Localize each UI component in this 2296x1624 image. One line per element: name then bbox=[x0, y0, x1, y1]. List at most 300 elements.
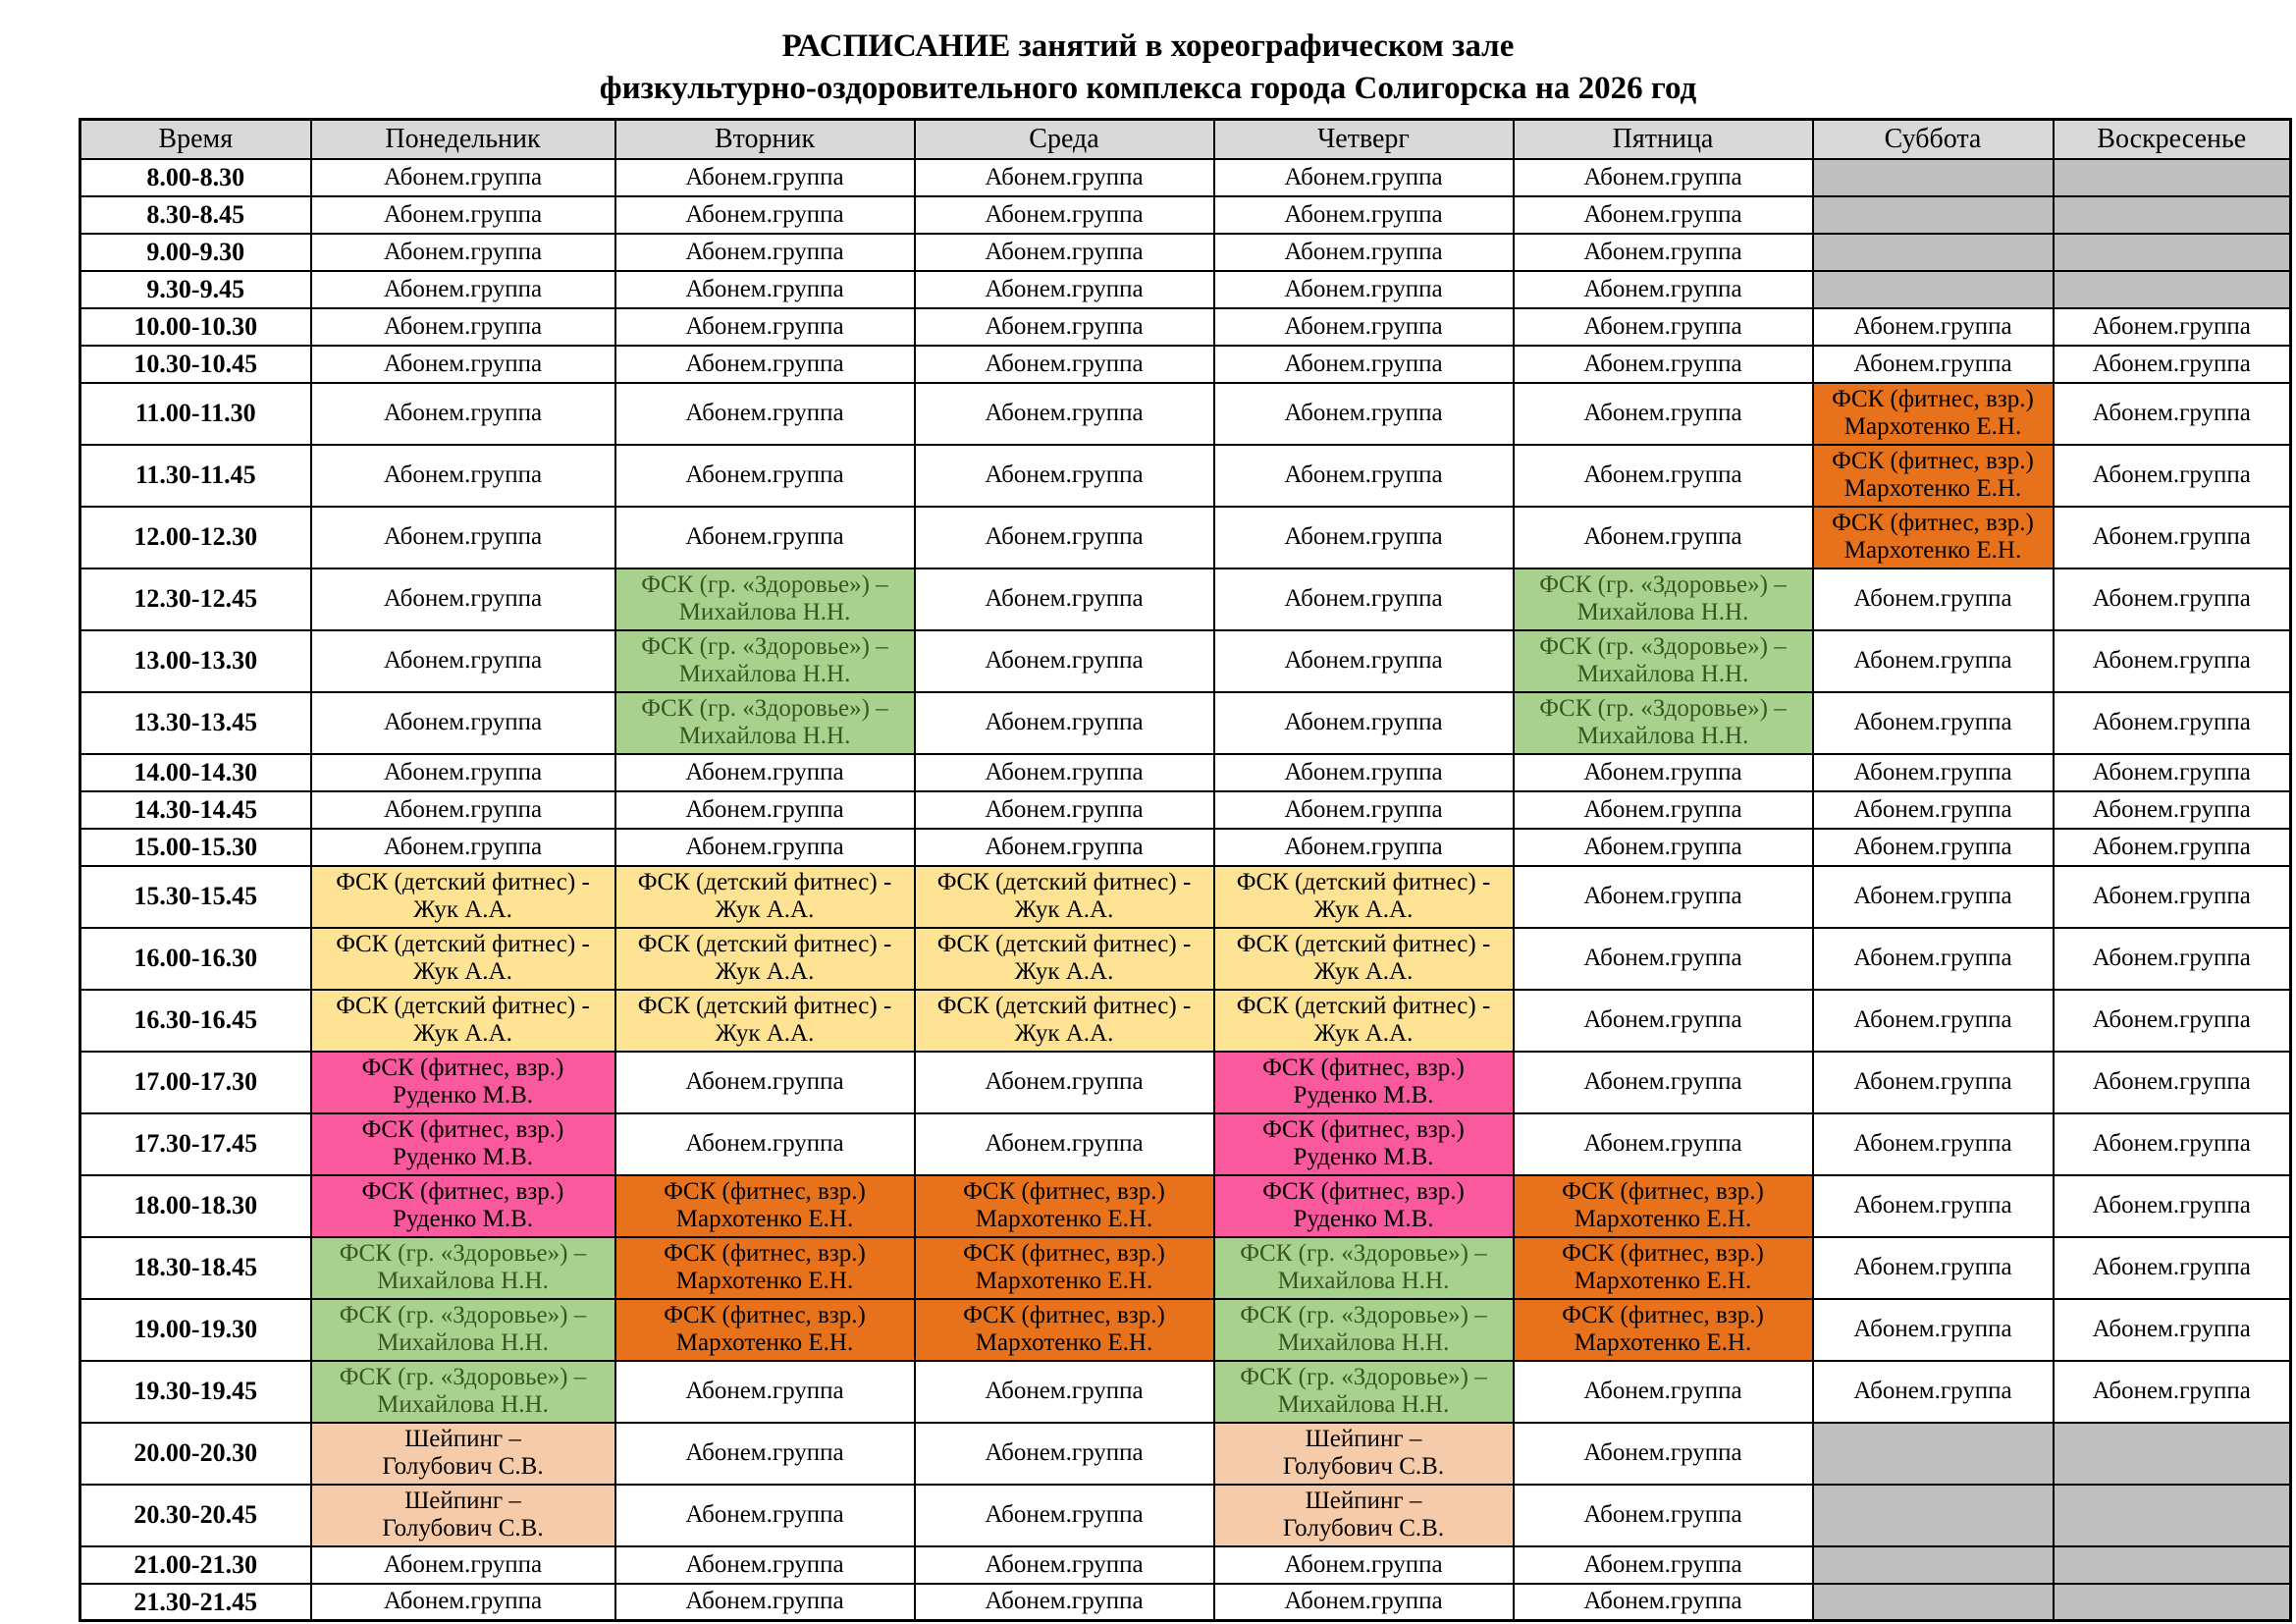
cell-abonem-group bbox=[915, 630, 1214, 692]
cell-abonem-group bbox=[1813, 692, 2054, 754]
time-slot: 16.30-16.45 bbox=[80, 990, 311, 1052]
cell-empty bbox=[1813, 1485, 2054, 1546]
activity-line: Абонем.группа bbox=[985, 833, 1144, 860]
activity-line: Абонем.группа bbox=[985, 1378, 1144, 1405]
cell-abonem-group bbox=[311, 196, 615, 234]
cell-fsk-zdorovie-mikhailova bbox=[311, 1361, 615, 1423]
activity-line: ФСК (детский фитнес) - bbox=[1236, 930, 1491, 957]
time-slot: 13.00-13.30 bbox=[80, 630, 311, 692]
cell-fsk-detsky-fitness-zhuk bbox=[915, 866, 1214, 928]
activity-line: ФСК (фитнес, взр.) bbox=[963, 1239, 1165, 1267]
cell-abonem-group bbox=[1214, 308, 1514, 346]
activity-line: Михайлова Н.Н. bbox=[1277, 1391, 1450, 1419]
schedule-row bbox=[80, 308, 2291, 346]
cell-fsk-detsky-fitness-zhuk bbox=[311, 928, 615, 990]
cell-abonem-group bbox=[2054, 754, 2291, 791]
activity-line: ФСК (гр. «Здоровье») – bbox=[1539, 632, 1787, 660]
cell-abonem-group bbox=[1514, 196, 1813, 234]
cell-abonem-group bbox=[311, 159, 615, 196]
cell-abonem-group bbox=[615, 1361, 915, 1423]
cell-abonem-group bbox=[311, 829, 615, 866]
cell-abonem-group bbox=[615, 1546, 915, 1584]
cell-fsk-fitness-marhotenko bbox=[1514, 1299, 1813, 1361]
activity-line: Абонем.группа bbox=[1583, 795, 1742, 823]
cell-abonem-group bbox=[1514, 1485, 1813, 1546]
activity-line: Абонем.группа bbox=[685, 200, 844, 228]
cell-fsk-detsky-fitness-zhuk bbox=[615, 928, 915, 990]
activity-line: Абонем.группа bbox=[985, 795, 1144, 823]
cell-abonem-group bbox=[2054, 1299, 2291, 1361]
activity-line: ФСК (фитнес, взр.) bbox=[1262, 1054, 1465, 1081]
activity-line: Абонем.группа bbox=[2092, 1006, 2251, 1034]
activity-line: Абонем.группа bbox=[1853, 1254, 2012, 1281]
cell-abonem-group bbox=[615, 308, 915, 346]
time-slot: 14.30-14.45 bbox=[80, 791, 311, 829]
cell-abonem-group bbox=[311, 692, 615, 754]
schedule-row bbox=[80, 692, 2291, 754]
activity-line: ФСК (фитнес, взр.) bbox=[1562, 1177, 1764, 1205]
activity-line: ФСК (гр. «Здоровье») – bbox=[339, 1301, 587, 1328]
cell-abonem-group bbox=[1514, 990, 1813, 1052]
cell-abonem-group bbox=[2054, 1237, 2291, 1299]
activity-line: Абонем.группа bbox=[1284, 758, 1443, 785]
activity-line: Абонем.группа bbox=[685, 350, 844, 377]
schedule-row bbox=[80, 1361, 2291, 1423]
header-row bbox=[80, 119, 2291, 159]
cell-abonem-group bbox=[2054, 866, 2291, 928]
activity-line: Абонем.группа bbox=[685, 1588, 844, 1615]
activity-line: Абонем.группа bbox=[1583, 1501, 1742, 1529]
time-slot: 17.00-17.30 bbox=[80, 1052, 311, 1113]
activity-line: Абонем.группа bbox=[2092, 758, 2251, 785]
cell-abonem-group bbox=[915, 1423, 1214, 1485]
schedule-header bbox=[80, 119, 2291, 159]
activity-line: Абонем.группа bbox=[2092, 1068, 2251, 1096]
time-slot: 14.00-14.30 bbox=[80, 754, 311, 791]
cell-shaping-golubovich bbox=[311, 1485, 615, 1546]
activity-line: Руденко М.В. bbox=[392, 1082, 534, 1110]
activity-line: Абонем.группа bbox=[2092, 647, 2251, 675]
activity-line: Абонем.группа bbox=[1853, 883, 2012, 910]
activity-line: Абонем.группа bbox=[1583, 1006, 1742, 1034]
activity-line: Абонем.группа bbox=[1583, 350, 1742, 377]
activity-line: Жук А.А. bbox=[715, 896, 815, 924]
cell-abonem-group bbox=[915, 829, 1214, 866]
cell-abonem-group bbox=[1813, 1113, 2054, 1175]
activity-line: Абонем.группа bbox=[1583, 1439, 1742, 1467]
activity-line: ФСК (детский фитнес) - bbox=[336, 930, 590, 957]
activity-line: Мархотенко Е.Н. bbox=[975, 1206, 1153, 1233]
cell-abonem-group bbox=[615, 346, 915, 383]
time-slot: 8.00-8.30 bbox=[80, 159, 311, 196]
activity-line: Михайлова Н.Н. bbox=[1576, 599, 1749, 626]
activity-line: Абонем.группа bbox=[985, 523, 1144, 551]
activity-line: ФСК (фитнес, взр.) bbox=[664, 1301, 866, 1328]
activity-line: Мархотенко Е.Н. bbox=[1843, 413, 2022, 441]
activity-line: Мархотенко Е.Н. bbox=[975, 1329, 1153, 1357]
cell-fsk-fitness-marhotenko bbox=[1514, 1237, 1813, 1299]
activity-line: Абонем.группа bbox=[1284, 200, 1443, 228]
column-header-tuesday: Вторник bbox=[615, 119, 915, 159]
cell-fsk-fitness-marhotenko bbox=[915, 1299, 1214, 1361]
cell-abonem-group bbox=[2054, 928, 2291, 990]
cell-abonem-group bbox=[615, 1052, 915, 1113]
cell-abonem-group bbox=[915, 346, 1214, 383]
activity-line: Абонем.группа bbox=[985, 400, 1144, 427]
cell-abonem-group bbox=[1214, 791, 1514, 829]
activity-line: Михайлова Н.Н. bbox=[678, 661, 851, 688]
cell-abonem-group bbox=[1514, 1113, 1813, 1175]
cell-abonem-group bbox=[915, 1485, 1214, 1546]
activity-line: Михайлова Н.Н. bbox=[1576, 661, 1749, 688]
time-slot: 8.30-8.45 bbox=[80, 196, 311, 234]
cell-empty bbox=[2054, 196, 2291, 234]
cell-abonem-group bbox=[1214, 383, 1514, 445]
activity-line: ФСК (фитнес, взр.) bbox=[664, 1177, 866, 1205]
activity-line: Абонем.группа bbox=[2092, 400, 2251, 427]
activity-line: Руденко М.В. bbox=[1293, 1082, 1434, 1110]
cell-abonem-group bbox=[1514, 791, 1813, 829]
cell-abonem-group bbox=[915, 568, 1214, 630]
activity-line: Абонем.группа bbox=[2092, 312, 2251, 340]
activity-line: Жук А.А. bbox=[1014, 896, 1114, 924]
activity-line: Абонем.группа bbox=[1853, 647, 2012, 675]
cell-abonem-group bbox=[1214, 445, 1514, 507]
cell-fsk-detsky-fitness-zhuk bbox=[311, 990, 615, 1052]
activity-line: Абонем.группа bbox=[1853, 1378, 2012, 1405]
activity-line: Жук А.А. bbox=[1313, 896, 1414, 924]
activity-line: Мархотенко Е.Н. bbox=[1843, 475, 2022, 503]
cell-abonem-group bbox=[1514, 866, 1813, 928]
cell-shaping-golubovich bbox=[1214, 1485, 1514, 1546]
cell-abonem-group bbox=[2054, 1052, 2291, 1113]
cell-fsk-detsky-fitness-zhuk bbox=[615, 866, 915, 928]
activity-line: ФСК (детский фитнес) - bbox=[1236, 992, 1491, 1019]
cell-abonem-group bbox=[1514, 159, 1813, 196]
activity-line: Абонем.группа bbox=[383, 400, 543, 427]
activity-line: Абонем.группа bbox=[985, 350, 1144, 377]
activity-line: Голубович С.В. bbox=[1282, 1515, 1445, 1543]
activity-line: Абонем.группа bbox=[383, 350, 543, 377]
cell-abonem-group bbox=[2054, 829, 2291, 866]
cell-abonem-group bbox=[1813, 1361, 2054, 1423]
cell-empty bbox=[1813, 234, 2054, 271]
activity-line: ФСК (гр. «Здоровье») – bbox=[641, 570, 888, 598]
cell-abonem-group bbox=[2054, 791, 2291, 829]
activity-line: ФСК (детский фитнес) - bbox=[637, 868, 892, 895]
activity-line: ФСК (фитнес, взр.) bbox=[664, 1239, 866, 1267]
cell-fsk-fitness-marhotenko bbox=[615, 1175, 915, 1237]
activity-line: Абонем.группа bbox=[2092, 1378, 2251, 1405]
time-slot: 21.00-21.30 bbox=[80, 1546, 311, 1584]
activity-line: Абонем.группа bbox=[2092, 1254, 2251, 1281]
cell-fsk-zdorovie-mikhailova bbox=[615, 568, 915, 630]
activity-line: ФСК (фитнес, взр.) bbox=[1562, 1301, 1764, 1328]
time-slot: 16.00-16.30 bbox=[80, 928, 311, 990]
activity-line: Абонем.группа bbox=[985, 1068, 1144, 1096]
cell-abonem-group bbox=[615, 1584, 915, 1621]
activity-line: Абонем.группа bbox=[383, 1550, 543, 1578]
cell-abonem-group bbox=[915, 791, 1214, 829]
cell-empty bbox=[2054, 234, 2291, 271]
cell-abonem-group bbox=[2054, 1361, 2291, 1423]
activity-line: Абонем.группа bbox=[383, 523, 543, 551]
activity-line: Абонем.группа bbox=[685, 461, 844, 489]
cell-fsk-fitness-rudenko bbox=[311, 1113, 615, 1175]
activity-line: ФСК (фитнес, взр.) bbox=[361, 1177, 564, 1205]
cell-empty bbox=[2054, 1485, 2291, 1546]
activity-line: Шейпинг – bbox=[404, 1425, 521, 1452]
activity-line: Голубович С.В. bbox=[1282, 1453, 1445, 1481]
activity-line: Абонем.группа bbox=[985, 1588, 1144, 1615]
time-slot: 19.00-19.30 bbox=[80, 1299, 311, 1361]
cell-abonem-group bbox=[311, 1546, 615, 1584]
cell-abonem-group bbox=[311, 754, 615, 791]
cell-empty bbox=[1813, 271, 2054, 308]
cell-abonem-group bbox=[1514, 1423, 1813, 1485]
cell-abonem-group bbox=[1514, 346, 1813, 383]
schedule-row bbox=[80, 1584, 2291, 1621]
cell-abonem-group bbox=[1813, 1237, 2054, 1299]
activity-line: Абонем.группа bbox=[685, 795, 844, 823]
cell-abonem-group bbox=[615, 383, 915, 445]
time-slot: 12.00-12.30 bbox=[80, 507, 311, 568]
activity-line: ФСК (фитнес, взр.) bbox=[963, 1301, 1165, 1328]
cell-fsk-fitness-marhotenko bbox=[915, 1175, 1214, 1237]
schedule-row bbox=[80, 346, 2291, 383]
cell-abonem-group bbox=[915, 445, 1214, 507]
activity-line: Абонем.группа bbox=[685, 163, 844, 190]
schedule-row bbox=[80, 1175, 2291, 1237]
cell-abonem-group bbox=[1514, 507, 1813, 568]
cell-abonem-group bbox=[311, 568, 615, 630]
cell-abonem-group bbox=[1214, 159, 1514, 196]
cell-abonem-group bbox=[915, 159, 1214, 196]
time-slot: 9.30-9.45 bbox=[80, 271, 311, 308]
activity-line: Руденко М.В. bbox=[1293, 1144, 1434, 1171]
time-slot: 17.30-17.45 bbox=[80, 1113, 311, 1175]
activity-line: Жук А.А. bbox=[715, 958, 815, 986]
activity-line: Абонем.группа bbox=[1583, 163, 1742, 190]
cell-fsk-detsky-fitness-zhuk bbox=[311, 866, 615, 928]
activity-line: Абонем.группа bbox=[1583, 758, 1742, 785]
activity-line: Мархотенко Е.Н. bbox=[675, 1268, 854, 1295]
activity-line: Абонем.группа bbox=[1583, 833, 1742, 860]
activity-line: Абонем.группа bbox=[985, 1130, 1144, 1158]
cell-empty bbox=[1813, 1423, 2054, 1485]
cell-fsk-zdorovie-mikhailova bbox=[1514, 630, 1813, 692]
cell-abonem-group bbox=[615, 791, 915, 829]
cell-abonem-group bbox=[311, 507, 615, 568]
activity-line: Абонем.группа bbox=[985, 163, 1144, 190]
column-header-friday: Пятница bbox=[1514, 119, 1813, 159]
activity-line: ФСК (фитнес, взр.) bbox=[1562, 1239, 1764, 1267]
activity-line: Мархотенко Е.Н. bbox=[1574, 1206, 1752, 1233]
activity-line: ФСК (фитнес, взр.) bbox=[1832, 509, 2034, 536]
activity-line: Абонем.группа bbox=[1583, 238, 1742, 265]
activity-line: Абонем.группа bbox=[1853, 312, 2012, 340]
cell-abonem-group bbox=[615, 829, 915, 866]
activity-line: Абонем.группа bbox=[685, 1068, 844, 1096]
cell-abonem-group bbox=[1514, 1052, 1813, 1113]
activity-line: ФСК (фитнес, взр.) bbox=[1832, 385, 2034, 412]
schedule-row bbox=[80, 234, 2291, 271]
activity-line: ФСК (детский фитнес) - bbox=[936, 868, 1192, 895]
activity-line: Абонем.группа bbox=[1284, 709, 1443, 736]
activity-line: Михайлова Н.Н. bbox=[1277, 1268, 1450, 1295]
cell-abonem-group bbox=[2054, 1175, 2291, 1237]
cell-abonem-group bbox=[915, 1546, 1214, 1584]
activity-line: Жук А.А. bbox=[1313, 1020, 1414, 1048]
activity-line: Абонем.группа bbox=[1284, 585, 1443, 613]
activity-line: Абонем.группа bbox=[1284, 163, 1443, 190]
schedule-row bbox=[80, 791, 2291, 829]
activity-line: Михайлова Н.Н. bbox=[678, 599, 851, 626]
cell-abonem-group bbox=[311, 234, 615, 271]
activity-line: Абонем.группа bbox=[1284, 238, 1443, 265]
cell-abonem-group bbox=[915, 754, 1214, 791]
cell-abonem-group bbox=[1514, 928, 1813, 990]
cell-empty bbox=[1813, 196, 2054, 234]
schedule-row bbox=[80, 271, 2291, 308]
schedule-row bbox=[80, 990, 2291, 1052]
cell-abonem-group bbox=[1813, 990, 2054, 1052]
cell-empty bbox=[1813, 1546, 2054, 1584]
activity-line: Абонем.группа bbox=[1853, 758, 2012, 785]
cell-abonem-group bbox=[1214, 1584, 1514, 1621]
activity-line: Михайлова Н.Н. bbox=[377, 1329, 549, 1357]
cell-empty bbox=[2054, 1546, 2291, 1584]
title-line-1: РАСПИСАНИЕ занятий в хореографическом зале bbox=[781, 28, 1515, 64]
schedule-row bbox=[80, 383, 2291, 445]
cell-fsk-detsky-fitness-zhuk bbox=[915, 928, 1214, 990]
cell-abonem-group bbox=[915, 196, 1214, 234]
cell-abonem-group bbox=[311, 445, 615, 507]
cell-abonem-group bbox=[1514, 271, 1813, 308]
time-slot: 11.00-11.30 bbox=[80, 383, 311, 445]
schedule-row bbox=[80, 754, 2291, 791]
activity-line: Абонем.группа bbox=[985, 1439, 1144, 1467]
activity-line: Абонем.группа bbox=[383, 312, 543, 340]
cell-fsk-fitness-rudenko bbox=[1214, 1113, 1514, 1175]
activity-line: Михайлова Н.Н. bbox=[678, 723, 851, 750]
activity-line: Абонем.группа bbox=[1853, 1130, 2012, 1158]
cell-abonem-group bbox=[1514, 829, 1813, 866]
activity-line: Абонем.группа bbox=[685, 758, 844, 785]
time-slot: 20.00-20.30 bbox=[80, 1423, 311, 1485]
activity-line: Абонем.группа bbox=[1284, 350, 1443, 377]
cell-abonem-group bbox=[1813, 928, 2054, 990]
activity-line: ФСК (гр. «Здоровье») – bbox=[1240, 1239, 1487, 1267]
activity-line: Абонем.группа bbox=[383, 795, 543, 823]
cell-abonem-group bbox=[1813, 829, 2054, 866]
activity-line: Абонем.группа bbox=[2092, 1192, 2251, 1219]
activity-line: Абонем.группа bbox=[1284, 275, 1443, 302]
activity-line: Абонем.группа bbox=[2092, 461, 2251, 489]
activity-line: ФСК (фитнес, взр.) bbox=[1262, 1177, 1465, 1205]
cell-abonem-group bbox=[615, 445, 915, 507]
cell-abonem-group bbox=[311, 308, 615, 346]
activity-line: Абонем.группа bbox=[685, 400, 844, 427]
activity-line: Абонем.группа bbox=[985, 647, 1144, 675]
activity-line: ФСК (фитнес, взр.) bbox=[361, 1054, 564, 1081]
time-slot: 10.00-10.30 bbox=[80, 308, 311, 346]
activity-line: Абонем.группа bbox=[1583, 945, 1742, 972]
cell-abonem-group bbox=[2054, 692, 2291, 754]
time-slot: 12.30-12.45 bbox=[80, 568, 311, 630]
cell-fsk-fitness-rudenko bbox=[311, 1052, 615, 1113]
cell-abonem-group bbox=[2054, 507, 2291, 568]
cell-fsk-fitness-marhotenko bbox=[1813, 383, 2054, 445]
activity-line: Абонем.группа bbox=[2092, 523, 2251, 551]
activity-line: ФСК (детский фитнес) - bbox=[336, 868, 590, 895]
cell-abonem-group bbox=[2054, 383, 2291, 445]
cell-abonem-group bbox=[1514, 1584, 1813, 1621]
cell-fsk-fitness-marhotenko bbox=[1514, 1175, 1813, 1237]
cell-fsk-fitness-marhotenko bbox=[1813, 507, 2054, 568]
activity-line: Шейпинг – bbox=[404, 1487, 521, 1514]
column-header-thursday: Четверг bbox=[1214, 119, 1514, 159]
cell-abonem-group bbox=[915, 692, 1214, 754]
schedule-row bbox=[80, 928, 2291, 990]
activity-line: Абонем.группа bbox=[1284, 312, 1443, 340]
activity-line: Абонем.группа bbox=[2092, 833, 2251, 860]
cell-abonem-group bbox=[1214, 754, 1514, 791]
activity-line: Абонем.группа bbox=[1284, 1550, 1443, 1578]
cell-empty bbox=[2054, 271, 2291, 308]
schedule-row bbox=[80, 1299, 2291, 1361]
cell-abonem-group bbox=[1813, 630, 2054, 692]
activity-line: Абонем.группа bbox=[1853, 585, 2012, 613]
activity-line: ФСК (гр. «Здоровье») – bbox=[641, 694, 888, 722]
cell-abonem-group bbox=[1214, 1546, 1514, 1584]
cell-abonem-group bbox=[1514, 383, 1813, 445]
activity-line: Абонем.группа bbox=[1284, 1588, 1443, 1615]
column-header-sunday: Воскресенье bbox=[2054, 119, 2291, 159]
activity-line: ФСК (фитнес, взр.) bbox=[963, 1177, 1165, 1205]
schedule-row bbox=[80, 829, 2291, 866]
activity-line: Абонем.группа bbox=[1853, 945, 2012, 972]
activity-line: Абонем.группа bbox=[1853, 833, 2012, 860]
cell-fsk-fitness-marhotenko bbox=[615, 1237, 915, 1299]
activity-line: Абонем.группа bbox=[1583, 400, 1742, 427]
activity-line: Абонем.группа bbox=[2092, 709, 2251, 736]
activity-line: Мархотенко Е.Н. bbox=[975, 1268, 1153, 1295]
activity-line: ФСК (фитнес, взр.) bbox=[1262, 1115, 1465, 1143]
title-line-2: физкультурно-оздоровительного комплекса города Солигорска на 2026 год bbox=[599, 70, 1697, 106]
activity-line: Абонем.группа bbox=[1853, 350, 2012, 377]
activity-line: ФСК (гр. «Здоровье») – bbox=[339, 1363, 587, 1390]
activity-line: Жук А.А. bbox=[413, 896, 512, 924]
activity-line: Абонем.группа bbox=[1284, 833, 1443, 860]
cell-empty bbox=[2054, 1423, 2291, 1485]
cell-abonem-group bbox=[1813, 791, 2054, 829]
activity-line: Абонем.группа bbox=[1284, 461, 1443, 489]
activity-line: Жук А.А. bbox=[1313, 958, 1414, 986]
cell-abonem-group bbox=[1813, 346, 2054, 383]
activity-line: Абонем.группа bbox=[1583, 1378, 1742, 1405]
activity-line: Мархотенко Е.Н. bbox=[675, 1206, 854, 1233]
cell-abonem-group bbox=[2054, 990, 2291, 1052]
cell-abonem-group bbox=[1514, 445, 1813, 507]
schedule-row bbox=[80, 1237, 2291, 1299]
page-title bbox=[0, 26, 2296, 110]
column-header-saturday: Суббота bbox=[1813, 119, 2054, 159]
schedule-row bbox=[80, 1113, 2291, 1175]
cell-fsk-fitness-marhotenko bbox=[915, 1237, 1214, 1299]
activity-line: ФСК (гр. «Здоровье») – bbox=[1539, 694, 1787, 722]
cell-abonem-group bbox=[915, 271, 1214, 308]
